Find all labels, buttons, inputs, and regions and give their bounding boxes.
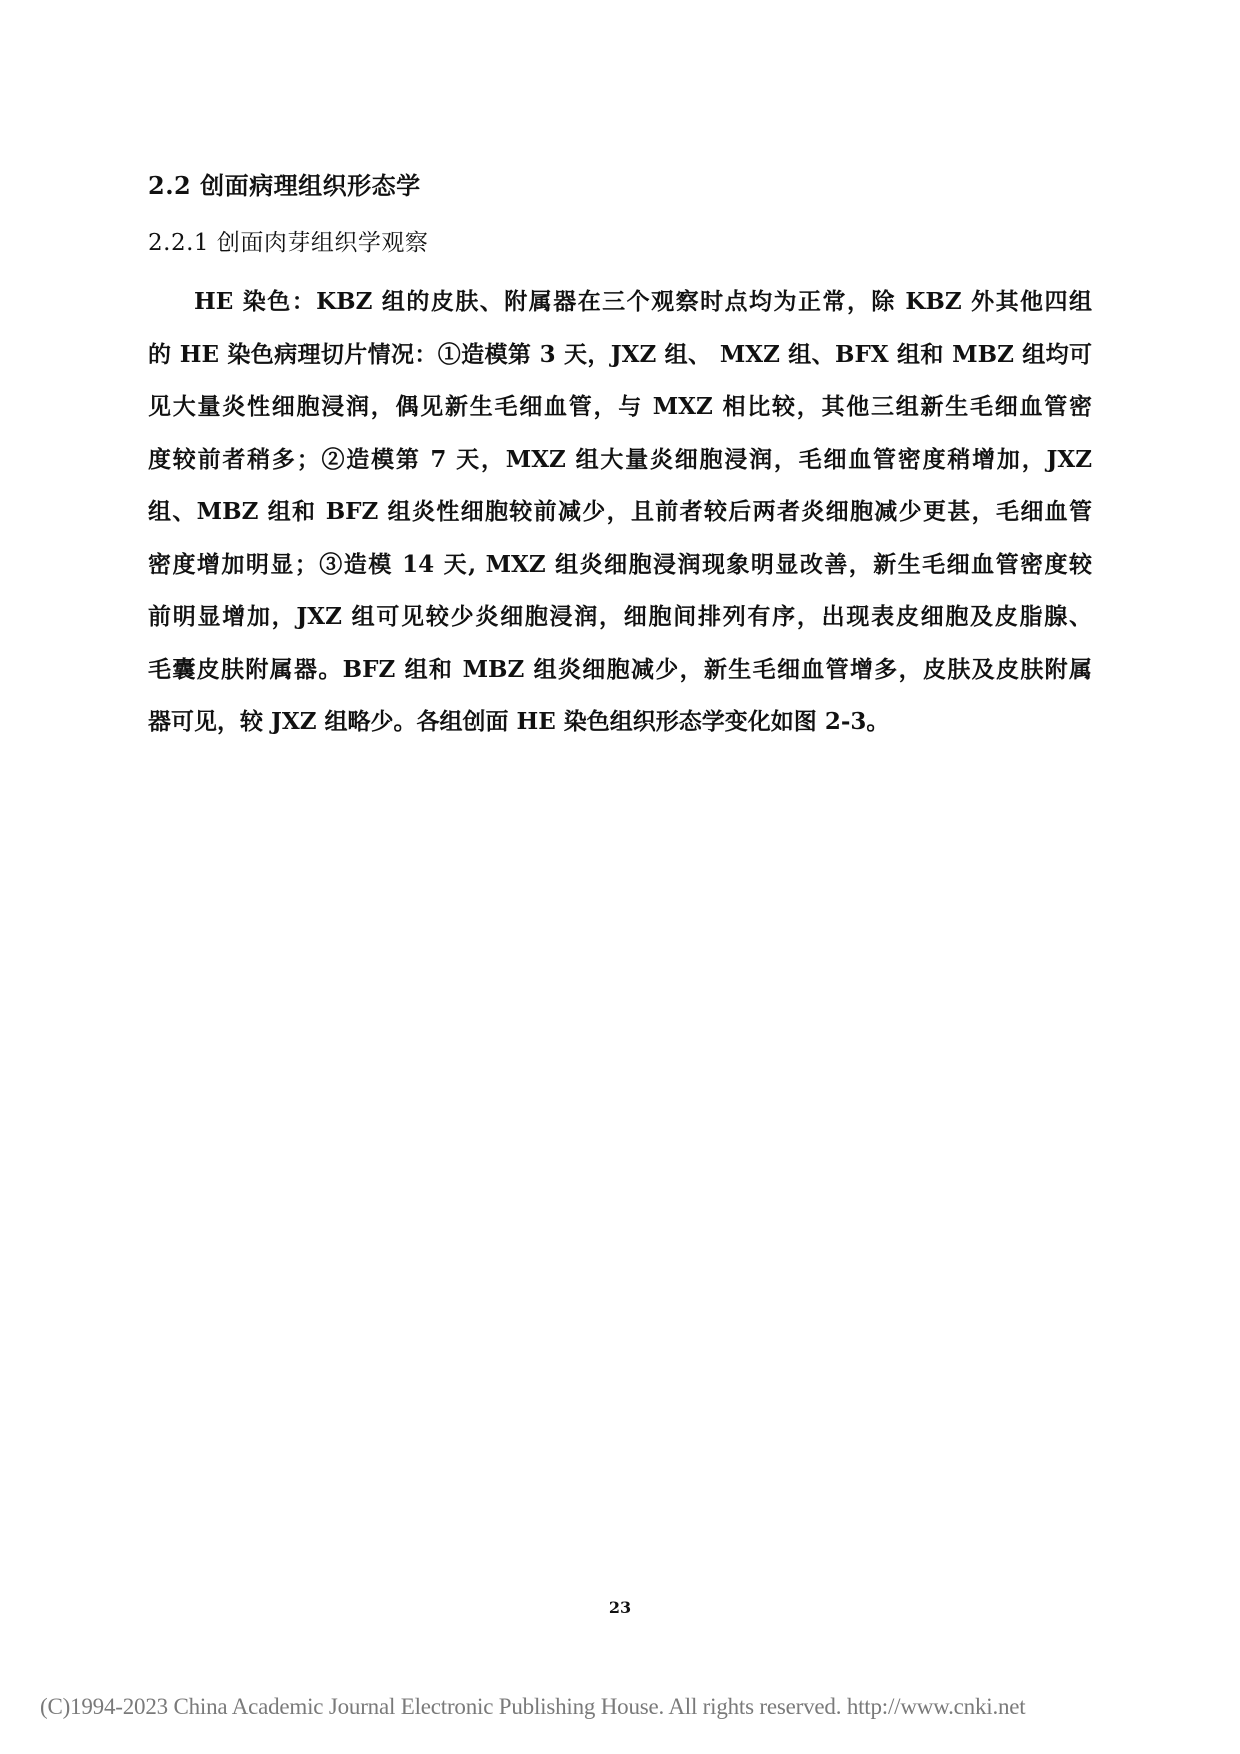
page-number: 23 (608, 1598, 632, 1617)
body-paragraph (148, 276, 1092, 749)
section-heading: 2.2 创面病理组织形态学 (148, 171, 421, 200)
paragraph-line: 前明显增加，JXZ 组可见较少炎细胞浸润，细胞间排列有序，出现表皮细胞及皮脂腺、 (148, 603, 1092, 630)
paragraph-line: 见大量炎性细胞浸润，偶见新生毛细血管，与 MXZ 相比较，其他三组新生毛细血管密 (148, 393, 1092, 420)
subsection-heading: 2.2.1 创面肉芽组织学观察 (148, 230, 429, 256)
copyright-footer: (C)1994-2023 China Academic Journal Electronic Publishing House. All rights reserved. http://www.cnki.net (40, 1694, 1026, 1719)
paragraph-line: 度较前者稍多；②造模第 7 天，MXZ 组大量炎细胞浸润，毛细血管密度稍增加，JXZ (148, 445, 1092, 473)
paragraph-line: 器可见，较 JXZ 组略少。各组创面 HE 染色组织形态学变化如图 2-3。 (148, 708, 890, 735)
paragraph-line: 的 HE 染色病理切片情况：①造模第 3 天，JXZ 组、 MXZ 组、BFX 组和 MBZ 组均可 (148, 340, 1092, 368)
paragraph-line: 毛囊皮肤附属器。BFZ 组和 MBZ 组炎细胞减少，新生毛细血管增多，皮肤及皮肤附属 (148, 655, 1092, 683)
paragraph-line: 密度增加明显；③造模 14 天, MXZ 组炎细胞浸润现象明显改善，新生毛细血管密度较 (148, 550, 1092, 578)
paragraph-line: 组、MBZ 组和 BFZ 组炎性细胞较前减少，且前者较后两者炎细胞减少更甚，毛细血管 (148, 498, 1092, 525)
paragraph-line: HE 染色：KBZ 组的皮肤、附属器在三个观察时点均为正常，除 KBZ 外其他四组 (194, 288, 1092, 315)
